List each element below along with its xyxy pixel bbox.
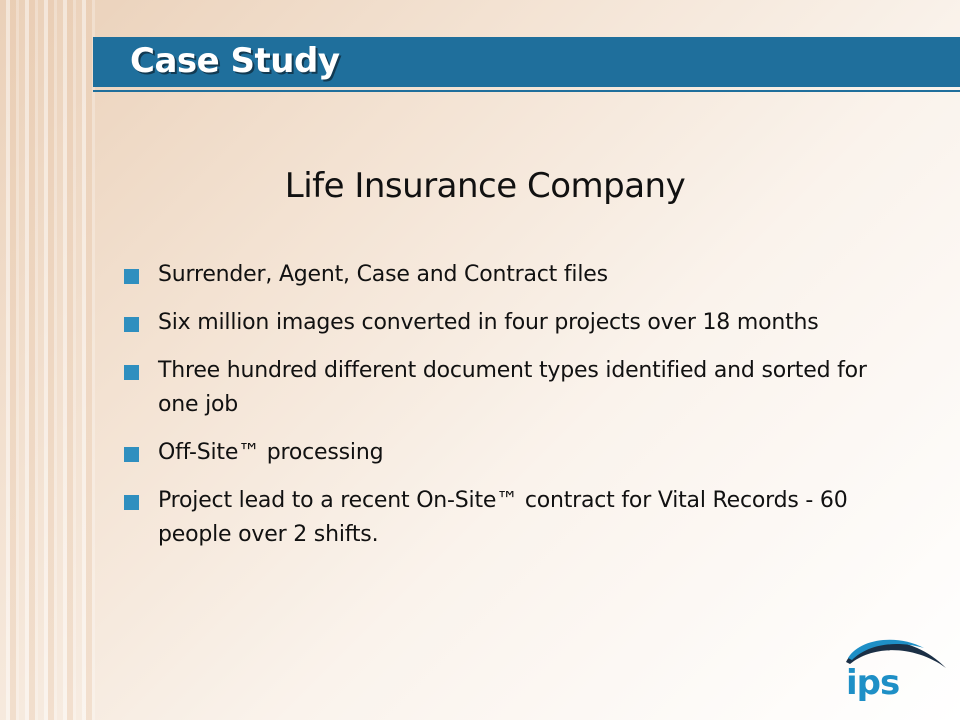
logo-text: ips	[846, 663, 900, 702]
bullet-item	[124, 354, 884, 422]
bullet-text: Off-Site™ processing	[158, 440, 384, 465]
square-bullet-icon	[124, 365, 139, 380]
slide-subtitle: Life Insurance Company	[284, 166, 686, 206]
bullet-item	[124, 306, 884, 340]
ips-logo-icon	[838, 632, 948, 702]
slide-title: Case Study	[130, 41, 340, 81]
square-bullet-icon	[124, 495, 139, 510]
bullet-text: Project lead to a recent On-Site™ contract for Vital Records - 60 people over 2 shifts.	[158, 488, 848, 547]
square-bullet-icon	[124, 447, 139, 462]
bullet-list	[124, 258, 884, 566]
bullet-text: Surrender, Agent, Case and Contract files	[158, 262, 608, 287]
title-underline	[93, 90, 960, 92]
square-bullet-icon	[124, 317, 139, 332]
bullet-item	[124, 484, 884, 552]
bullet-item	[124, 436, 884, 470]
bullet-text: Six million images converted in four projects over 18 months	[158, 310, 819, 335]
bullet-item	[124, 258, 884, 292]
decorative-stripes	[0, 0, 95, 720]
square-bullet-icon	[124, 269, 139, 284]
bullet-text: Three hundred different document types identified and sorted for one job	[158, 358, 867, 417]
